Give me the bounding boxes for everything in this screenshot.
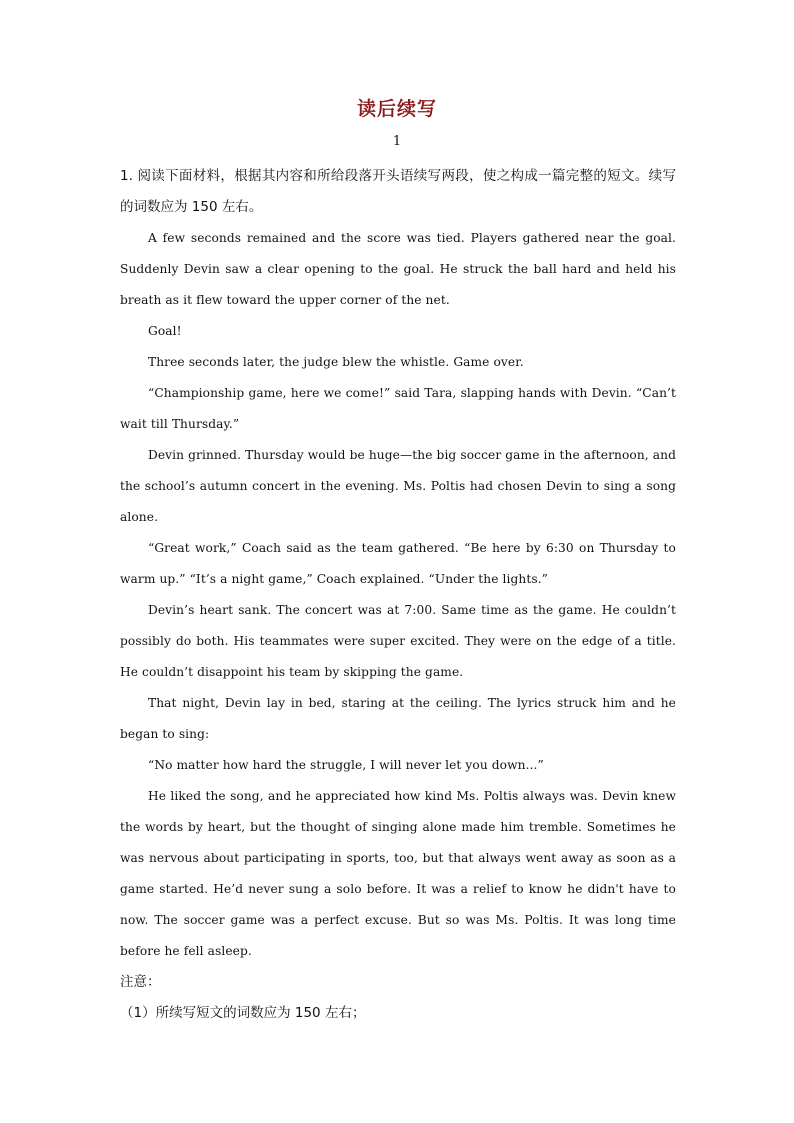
note-heading: 注意： <box>120 974 161 990</box>
story-paragraph-2: Goal! <box>148 324 182 338</box>
story-paragraph-9: “No matter how hard the struggle, I will never let you down...” <box>148 758 544 772</box>
story-paragraph-8: That night, Devin lay in bed, staring at the ceiling. The lyrics struck him and he began to sing: <box>120 696 676 741</box>
story-paragraph-4: “Championship game, here we come!” said Tara, slapping hands with Devin. “Can’t wait till Thursday.” <box>120 386 676 431</box>
story-paragraph-7: Devin’s heart sank. The concert was at 7:00. Same time as the game. He couldn’t possibly do both. His teammates were super excited. They were on the edge of a title. He couldn’t disappoint his team by skipping the game. <box>120 603 676 679</box>
page-number: 1 <box>392 134 402 149</box>
story-paragraph-1: A few seconds remained and the score was tied. Players gathered near the goal. Suddenly Devin saw a clear opening to the goal. He struck the ball hard and held his breath as it flew toward the upper corner of the net. <box>120 231 676 307</box>
story-paragraph-10: He liked the song, and he appreciated how kind Ms. Poltis always was. Devin knew the words by heart, but the thought of singing alone made him tremble. Sometimes he was nervous about participating in sports, too, but that always went away as soon as a game started. He’d never sung a solo before. It was a relief to know he didn't have to now. The soccer game was a perfect excuse. But so was Ms. Poltis. It was long time before he fell asleep. <box>120 789 676 958</box>
story-paragraph-5: Devin grinned. Thursday would be huge—the big soccer game in the afternoon, and the school’s autumn concert in the evening. Ms. Poltis had chosen Devin to sing a song alone. <box>120 448 676 524</box>
document-content <box>120 161 676 1029</box>
story-paragraph-6: “Great work,” Coach said as the team gathered. “Be here by 6:30 on Thursday to warm up.” “It’s a night game,” Coach explained. “Under the lights.” <box>120 541 676 586</box>
story-paragraph-3: Three seconds later, the judge blew the whistle. Game over. <box>148 355 524 369</box>
page-title: 读后续写 <box>356 98 437 120</box>
note-item-1: （1）所续写短文的词数应为 150 左右； <box>120 1005 366 1021</box>
question-prompt: 1. 阅读下面材料，根据其内容和所给段落开头语续写两段，使之构成一篇完整的短文。续写的词数应为 150 左右。 <box>120 168 676 215</box>
